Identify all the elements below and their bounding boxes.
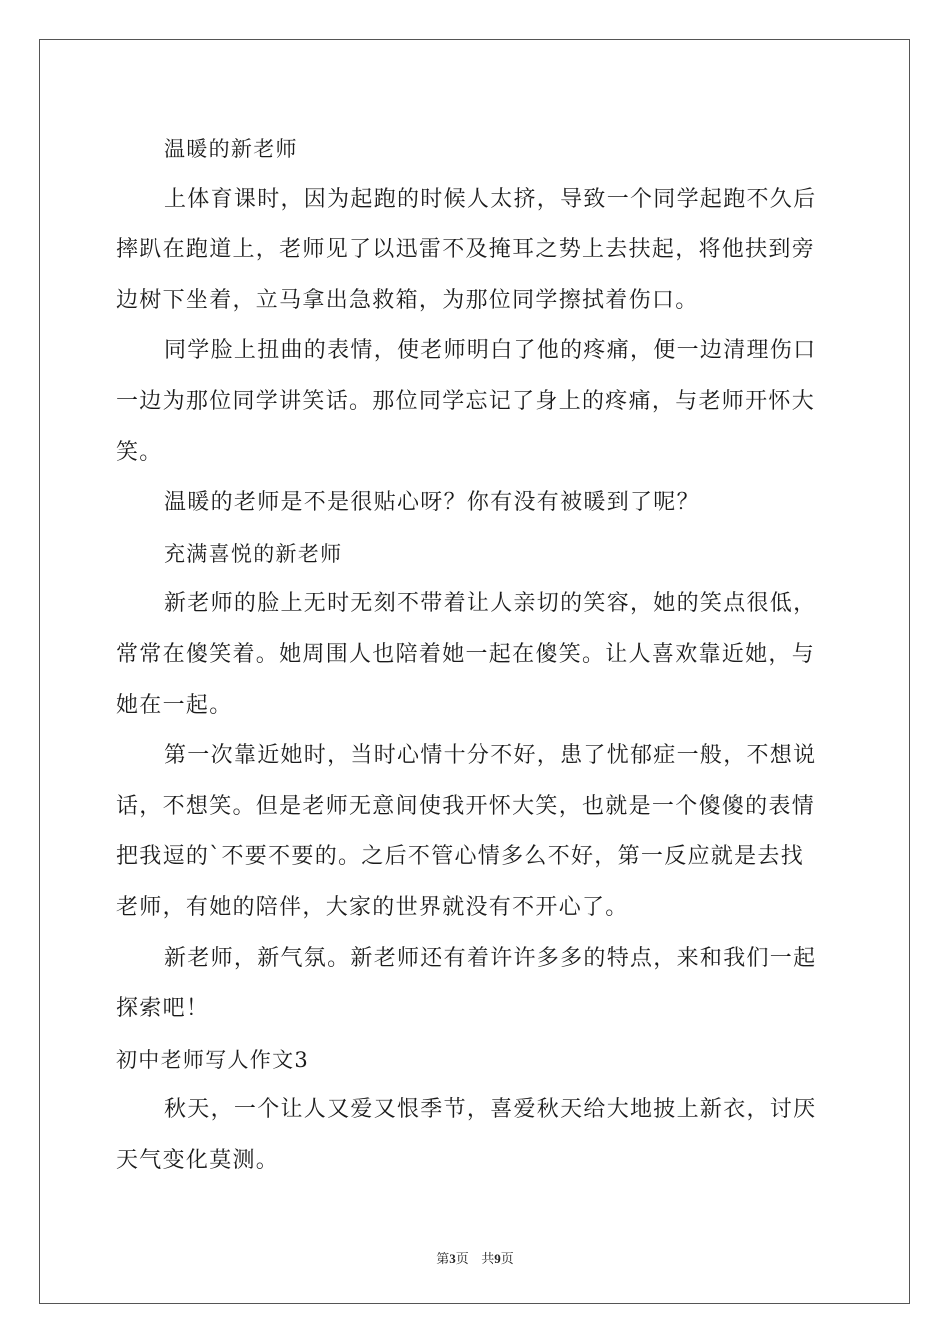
document-body xyxy=(116,124,836,1186)
total-label-prefix: 共 xyxy=(481,1252,495,1267)
paragraph-line: 新老师的脸上无时无刻不带着让人亲切的笑容，她的笑点很低， xyxy=(164,591,817,617)
paragraph-line: 摔趴在跑道上，老师见了以迅雷不及掩耳之势上去扶起，将他扶到旁 xyxy=(116,237,816,263)
current-page-number: 3 xyxy=(449,1251,456,1266)
paragraph-line: 边树下坐着，立马拿出急救箱，为那位同学擦拭着伤口。 xyxy=(116,287,699,313)
paragraph-line: 常常在傻笑着。她周围人也陪着她一起在傻笑。让人喜欢靠近她，与 xyxy=(116,641,816,667)
paragraph-line: 天气变化莫测。 xyxy=(116,1147,280,1173)
paragraph-line: 同学脸上扭曲的表情，使老师明白了他的疼痛，便一边清理伤口 xyxy=(164,338,817,364)
total-page-number: 9 xyxy=(494,1251,501,1266)
page-label-prefix: 第 xyxy=(436,1252,450,1267)
paragraph-line: 新老师，新气氛。新老师还有着许许多多的特点，来和我们一起 xyxy=(164,945,817,971)
paragraph-line: 温暖的老师是不是很贴心呀？你有没有被暖到了呢？ xyxy=(164,490,700,516)
section-heading: 充满喜悦的新老师 xyxy=(164,541,343,566)
paragraph-line: 一边为那位同学讲笑话。那位同学忘记了身上的疼痛，与老师开怀大 xyxy=(116,388,816,414)
paragraph-line: 秋天，一个让人又爱又恨季节，喜爱秋天给大地披上新衣，讨厌 xyxy=(164,1097,817,1123)
paragraph-line: 老师，有她的陪伴，大家的世界就没有不开心了。 xyxy=(116,894,629,920)
section-heading: 温暖的新老师 xyxy=(164,137,298,161)
page-label-suffix: 页 xyxy=(455,1252,469,1267)
page-footer xyxy=(0,1248,950,1267)
paragraph-line: 探索吧！ xyxy=(116,996,210,1022)
paragraph-line: 把我逗的`不要不要的。之后不管心情多么不好，第一反应就是去找 xyxy=(116,844,805,870)
paragraph-line: 她在一起。 xyxy=(116,692,233,718)
article-title: 初中老师写人作文3 xyxy=(116,1047,310,1072)
paragraph-line: 第一次靠近她时，当时心情十分不好，患了忧郁症一般，不想说 xyxy=(164,743,817,769)
paragraph-line: 笑。 xyxy=(116,439,163,465)
paragraph-line: 话，不想笑。但是老师无意间使我开怀大笑，也就是一个傻傻的表情 xyxy=(116,793,816,819)
total-label-suffix: 页 xyxy=(500,1252,514,1267)
paragraph-line: 上体育课时，因为起跑的时候人太挤，导致一个同学起跑不久后 xyxy=(164,186,817,212)
